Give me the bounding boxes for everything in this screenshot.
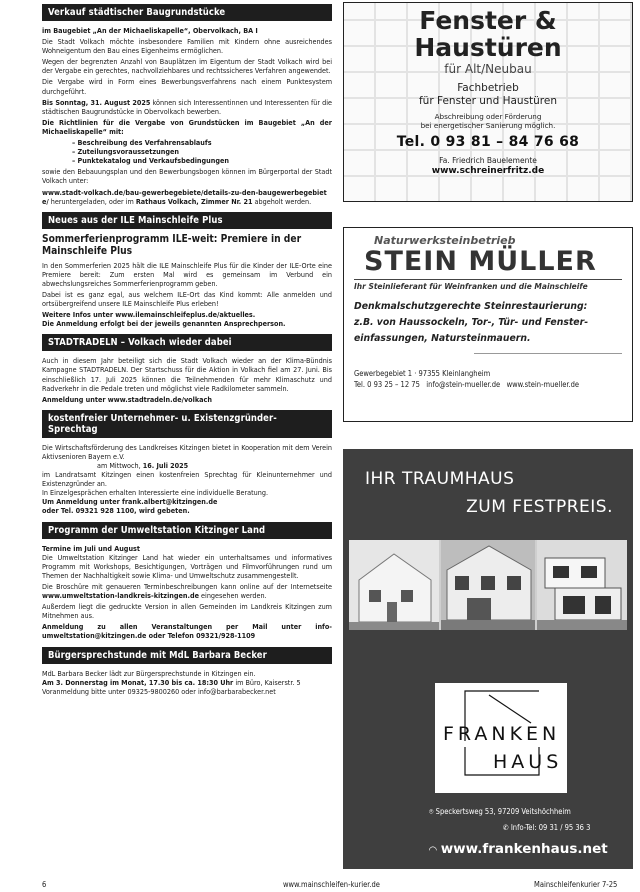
paragraph: Außerdem liegt die gedruckte Version in allen Gemeinden im Landkreis Kitzingen zum Mitnehmen aus. [42, 602, 332, 621]
link[interactable]: www.stadt-volkach.de/bau-gewerbegebiete/details-zu-den-baugewerbegebiete/ [42, 187, 327, 206]
section-buergersprechstunde [42, 647, 332, 696]
paragraph: MdL Barbara Becker lädt zur Bürgersprechstunde in Kitzingen ein. [42, 668, 256, 678]
left-column [42, 4, 332, 702]
ad-website[interactable]: www.schreinerfritz.de [431, 166, 545, 176]
ad-logo: STEIN MÜLLER [364, 246, 597, 277]
list-item: – Zuteilungsvoraussetzungen [72, 147, 332, 156]
list-item: – Beschreibung des Verfahrensablaufs [72, 138, 332, 147]
ad-title-line2: Haustüren [414, 33, 562, 62]
paragraph: Die Umweltstation Kitzinger Land hat wieder ein unterhaltsames und informatives Programm mit Workshops, Besichtigungen, Vorträgen und Filmvorführungen rund um Themen der Nachhaltigkeit sowie Klima- und Umweltschutz zusammengestellt. [42, 552, 332, 580]
section-title: kostenfreier Unternehmer- u. Existenzgründer-Sprechtag [42, 410, 332, 438]
paragraph: Weitere Infos unter www.ilemainschleifeplus.de/aktuelles. [42, 310, 256, 320]
divider [474, 353, 622, 354]
footer-site[interactable]: www.mainschleifen-kurier.de [283, 880, 380, 889]
paragraph: Die Wirtschaftsförderung des Landkreises Kitzingen bietet in Kooperation mit dem Verein Aktivsenioren Bayern e.V. [42, 442, 332, 461]
paragraph: Wegen der begrenzten Anzahl von Bauplätzen im Eigentum der Stadt Volkach wird bei der Vergabe ein gerechtes, nachvollziehbares und rechtssicheres Verfahren angewendet. [42, 57, 332, 76]
section-ile [42, 212, 332, 329]
section-title: STADTRADELN – Volkach wieder dabei [42, 334, 332, 351]
paragraph: am Mittwoch, 16. Juli 2025 [97, 461, 189, 470]
paragraph: Am 3. Donnerstag im Monat, 17.30 bis ca. 18:30 Uhr im Büro, Kaiserstr. 5 [42, 677, 301, 687]
ad-fenster-haustueren [343, 2, 633, 202]
paragraph: Anmeldung unter www.stadtradeln.de/volkach [42, 394, 212, 404]
divider [354, 279, 622, 280]
paragraph: Um Anmeldung unter frank.albert@kitzingen.de [42, 497, 218, 507]
section-stadtradeln [42, 334, 332, 403]
ad-stein-mueller [343, 227, 633, 422]
house-photos [349, 540, 627, 630]
ad-small: Abschreibung oder Förderung [434, 112, 542, 121]
bullet-list [72, 138, 332, 165]
paragraph: sowie den Bebauungsplan und den Bewerbungsbogen können im Bürgerportal der Stadt Volkach unter: [42, 167, 332, 186]
paragraph: In den Sommerferien 2025 hält die ILE Mainschleife Plus für die Kinder der ILE-Orte eine Premiere bereit: Zum ersten Mal wird es gemeinsam im Verbund ein abwechslungsreiches Sommerferienprogramm geben. [42, 260, 332, 288]
footer-issue: Mainschleifenkurier 7-25 [534, 880, 618, 889]
ad-subtitle: für Alt/Neubau [444, 62, 532, 76]
ad-address: ⌾ Speckertsweg 53, 97209 Veitshöchheim [429, 807, 571, 816]
wifi-icon: ◠ [429, 845, 437, 856]
ad-website[interactable]: ◠ www.frankenhaus.net [429, 841, 608, 857]
ad-lead: Naturwerksteinbetrieb [374, 234, 516, 247]
ad-company: Fa. Friedrich Bauelemente [439, 156, 537, 165]
paragraph: Anmeldung zu allen Veranstaltungen per Mail unter info-umweltstation@kitzingen.de oder Telefon 09321/928-1109 [42, 622, 332, 641]
ad-line: für Fenster und Haustüren [418, 95, 558, 107]
section-title: Neues aus der ILE Mainschleife Plus [42, 212, 332, 229]
headline: Sommerferienprogramm ILE-weit: Premiere in der Mainschleife Plus [42, 233, 302, 258]
paragraph: www.stadt-volkach.de/bau-gewerbegebiete/details-zu-den-baugewerbegebiete/ heruntergeladen, oder im Rathaus Volkach, Zimmer Nr. 21 abgeholt werden. [42, 187, 327, 206]
paragraph: im Landratsamt Kitzingen einen kostenfreien Sprechtag für Kleinunternehmer und Existenzgründer an. [42, 470, 332, 489]
ad-frankenhaus [343, 449, 633, 869]
paragraph: im Baugebiet „An der Michaeliskapelle“, Obervolkach, BA I [42, 26, 258, 35]
paragraph: Voranmeldung bitte unter 09325-9800260 oder info@barbarabecker.net [42, 686, 276, 696]
section-umweltstation [42, 522, 332, 641]
section-title: Bürgersprechstunde mit MdL Barbara Becker [42, 647, 332, 664]
ad-headline: IHR TRAUMHAUS [365, 469, 515, 489]
ad-title-line1: Fenster & [419, 6, 557, 35]
section-sprechtag [42, 410, 332, 516]
paragraph: Bis Sonntag, 31. August 2025 können sich Interessentinnen und Interessenten für die städtischen Baugrundstücke in Obervolkach bewerben. [42, 97, 332, 116]
paragraph: oder Tel. 09321 928 1100, wird gebeten. [42, 506, 190, 516]
location-pin-icon: ⌾ [429, 807, 434, 816]
ad-phone: Tel. 0 93 81 – 84 76 68 [396, 134, 580, 150]
paragraph: Die Stadt Volkach möchte insbesondere Familien mit Kindern ohne ausreichendes Wohneigentum den Bau eines Eigenheims ermöglichen. [42, 37, 332, 56]
ad-headline: ZUM FESTPREIS. [466, 497, 613, 517]
section-title: Programm der Umweltstation Kitzinger Land [42, 522, 332, 539]
logo-text: FRANKEN [443, 723, 561, 745]
paragraph: Die Vergabe wird in Form eines Bewerbungsverfahrens nach einem Punktesystem durchgeführt. [42, 77, 332, 96]
logo-text: HAUS [493, 751, 563, 773]
paragraph: Termine im Juli und August [42, 543, 140, 553]
paragraph: Die Broschüre mit genaueren Terminbeschreibungen kann online auf der Internetseite www.umweltstation-landkreis-kitzingen.de eingesehen werden. [42, 581, 332, 601]
phone-icon: ✆ [503, 823, 509, 832]
paragraph: Die Richtlinien für die Vergabe von Grundstücken im Baugebiet „An der Michaeliskapelle“ mit: [42, 117, 332, 136]
ad-phone: ✆ Info-Tel: 09 31 / 95 36 3 [503, 823, 591, 832]
paragraph: Dabei ist es ganz egal, aus welchem ILE-Ort das Kind kommt: Alle anmelden und ortsübergreifend unsere ILE Mainschleife Plus erleben! [42, 289, 332, 309]
frankenhaus-logo [435, 683, 567, 793]
paragraph: In Einzelgesprächen erhalten Interessierte eine individuelle Beratung. [42, 488, 269, 498]
ad-tagline: Ihr Steinlieferant für Weinfranken und die Mainschleife [354, 282, 588, 291]
paragraph: Auch in diesem Jahr beteiligt sich die Stadt Volkach wieder an der Klima-Bündnis Kampagne STADTRADELN. Der Startschuss für die Aktion in Volkach fiel am 27. Juni. Bis einschließlich 17. Juli 2025 können die Teilnehmenden für mehr Klimaschutz und Radverkehr in die Pedale treten und möglichst viele Radkilometer sammeln. [42, 356, 332, 393]
section-baugrundstuecke [42, 4, 332, 206]
ad-line: Fachbetrieb [457, 82, 519, 94]
ad-small: bei energetischer Sanierung möglich. [420, 121, 556, 130]
paragraph: Die Anmeldung erfolgt bei der jeweils genannten Ansprechperson. [42, 319, 286, 329]
section-title: Verkauf städtischer Baugrundstücke [42, 4, 332, 21]
ad-address: Gewerbegebiet 1 · 97355 Kleinlangheim Tel. 0 93 25 – 12 75 info@stein-mueller.de www.stein-mueller.de [354, 369, 580, 389]
ad-description: Denkmalschutzgerechte Steinrestaurierung: z.B. von Haussockeln, Tor-, Tür- und Fenster- einfassungen, Natursteinmauern. [354, 301, 589, 344]
footer-page-number: 6 [42, 880, 47, 889]
list-item: – Punktekatalog und Verkaufsbedingungen [72, 156, 332, 165]
